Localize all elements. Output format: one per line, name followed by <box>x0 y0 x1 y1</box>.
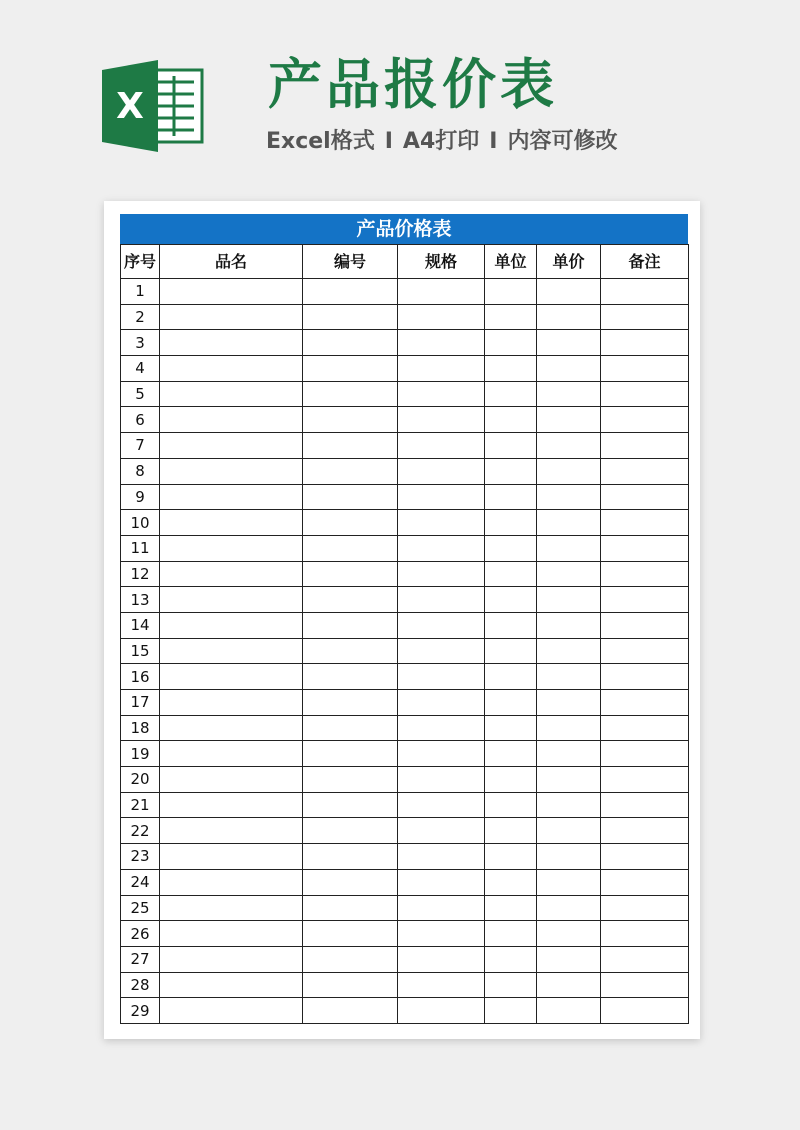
table-cell[interactable] <box>160 921 303 947</box>
table-cell[interactable] <box>303 690 398 716</box>
table-cell[interactable] <box>537 664 601 690</box>
table-cell[interactable] <box>537 818 601 844</box>
table-cell[interactable] <box>303 612 398 638</box>
table-row <box>121 535 689 561</box>
table-cell[interactable] <box>485 279 537 305</box>
table-cell[interactable] <box>303 279 398 305</box>
table-cell[interactable] <box>485 921 537 947</box>
table-cell[interactable] <box>537 561 601 587</box>
table-cell[interactable] <box>160 612 303 638</box>
row-number-cell[interactable]: 6 <box>121 407 160 433</box>
table-cell[interactable] <box>160 895 303 921</box>
table-cell[interactable] <box>398 792 485 818</box>
table-cell[interactable] <box>537 921 601 947</box>
table-cell[interactable] <box>398 741 485 767</box>
row-number-cell[interactable]: 21 <box>121 792 160 818</box>
table-cell[interactable] <box>537 715 601 741</box>
table-cell[interactable] <box>303 535 398 561</box>
table-cell[interactable] <box>537 458 601 484</box>
table-cell[interactable] <box>303 767 398 793</box>
table-cell[interactable] <box>303 741 398 767</box>
table-cell[interactable] <box>160 407 303 433</box>
row-number-cell[interactable]: 15 <box>121 638 160 664</box>
table-cell[interactable] <box>398 869 485 895</box>
table-cell[interactable] <box>601 895 689 921</box>
table-cell[interactable] <box>537 304 601 330</box>
table-cell[interactable] <box>160 741 303 767</box>
table-cell[interactable] <box>601 279 689 305</box>
row-number-cell[interactable]: 7 <box>121 433 160 459</box>
table-cell[interactable] <box>398 510 485 536</box>
row-number-cell[interactable]: 23 <box>121 844 160 870</box>
table-cell[interactable] <box>398 638 485 664</box>
table-cell[interactable] <box>601 998 689 1024</box>
row-number-cell[interactable]: 24 <box>121 869 160 895</box>
table-cell[interactable] <box>537 767 601 793</box>
table-cell[interactable] <box>398 304 485 330</box>
table-cell[interactable] <box>398 381 485 407</box>
table-cell[interactable] <box>601 458 689 484</box>
row-number-cell[interactable]: 13 <box>121 587 160 613</box>
table-cell[interactable] <box>398 458 485 484</box>
row-number-cell[interactable]: 25 <box>121 895 160 921</box>
table-cell[interactable] <box>398 587 485 613</box>
table-cell[interactable] <box>485 356 537 382</box>
table-cell[interactable] <box>485 664 537 690</box>
table-row <box>121 304 689 330</box>
table-cell[interactable] <box>303 844 398 870</box>
table-cell[interactable] <box>398 561 485 587</box>
row-number-cell[interactable]: 9 <box>121 484 160 510</box>
table-cell[interactable] <box>303 998 398 1024</box>
row-number-cell[interactable]: 19 <box>121 741 160 767</box>
table-cell[interactable] <box>537 844 601 870</box>
table-row <box>121 638 689 664</box>
table-cell[interactable] <box>485 972 537 998</box>
row-number-cell[interactable]: 20 <box>121 767 160 793</box>
column-header: 备注 <box>601 245 689 279</box>
table-cell[interactable] <box>303 869 398 895</box>
table-cell[interactable] <box>485 587 537 613</box>
table-row <box>121 921 689 947</box>
row-number-cell[interactable]: 5 <box>121 381 160 407</box>
table-cell[interactable] <box>398 356 485 382</box>
table-cell[interactable] <box>160 972 303 998</box>
table-cell[interactable] <box>485 458 537 484</box>
table-cell[interactable] <box>537 279 601 305</box>
row-number-cell[interactable]: 16 <box>121 664 160 690</box>
table-cell[interactable] <box>303 510 398 536</box>
table-cell[interactable] <box>398 921 485 947</box>
table-cell[interactable] <box>485 715 537 741</box>
table-cell[interactable] <box>485 304 537 330</box>
table-row <box>121 561 689 587</box>
table-cell[interactable] <box>398 972 485 998</box>
table-cell[interactable] <box>160 535 303 561</box>
table-cell[interactable] <box>601 946 689 972</box>
table-cell[interactable] <box>537 690 601 716</box>
table-cell[interactable] <box>537 895 601 921</box>
table-cell[interactable] <box>485 869 537 895</box>
row-number-cell[interactable]: 26 <box>121 921 160 947</box>
table-cell[interactable] <box>537 484 601 510</box>
table-row <box>121 484 689 510</box>
table-row <box>121 587 689 613</box>
table-cell[interactable] <box>601 484 689 510</box>
table-cell[interactable] <box>303 921 398 947</box>
table-header-row <box>121 245 689 279</box>
table-cell[interactable] <box>303 330 398 356</box>
table-cell[interactable] <box>485 998 537 1024</box>
table-cell[interactable] <box>160 330 303 356</box>
page-title: 产品报价表 <box>268 53 558 116</box>
table-cell[interactable] <box>485 535 537 561</box>
row-number-cell[interactable]: 28 <box>121 972 160 998</box>
table-cell[interactable] <box>485 638 537 664</box>
table-cell[interactable] <box>160 561 303 587</box>
table-cell[interactable] <box>485 792 537 818</box>
sheet-banner-title: 产品价格表 <box>120 214 688 244</box>
excel-logo-icon <box>102 60 206 152</box>
table-cell[interactable] <box>160 767 303 793</box>
table-cell[interactable] <box>160 510 303 536</box>
table-cell[interactable] <box>303 972 398 998</box>
table-cell[interactable] <box>398 818 485 844</box>
table-cell[interactable] <box>601 869 689 895</box>
table-row <box>121 869 689 895</box>
row-number-cell[interactable]: 11 <box>121 535 160 561</box>
table-row <box>121 844 689 870</box>
table-cell[interactable] <box>601 330 689 356</box>
row-number-cell[interactable]: 12 <box>121 561 160 587</box>
table-cell[interactable] <box>485 484 537 510</box>
table-cell[interactable] <box>485 330 537 356</box>
table-cell[interactable] <box>398 946 485 972</box>
table-cell[interactable] <box>160 433 303 459</box>
table-cell[interactable] <box>398 433 485 459</box>
table-cell[interactable] <box>601 741 689 767</box>
row-number-cell[interactable]: 17 <box>121 690 160 716</box>
table-cell[interactable] <box>398 895 485 921</box>
table-cell[interactable] <box>601 304 689 330</box>
table-row <box>121 664 689 690</box>
row-number-cell[interactable]: 4 <box>121 356 160 382</box>
table-cell[interactable] <box>537 356 601 382</box>
table-cell[interactable] <box>485 895 537 921</box>
row-number-cell[interactable]: 8 <box>121 458 160 484</box>
table-row <box>121 715 689 741</box>
column-header: 编号 <box>303 245 398 279</box>
subtitle-print: A4打印 <box>402 129 480 154</box>
table-cell[interactable] <box>398 330 485 356</box>
table-cell[interactable] <box>601 690 689 716</box>
table-cell[interactable] <box>398 407 485 433</box>
column-header: 品名 <box>160 245 303 279</box>
row-number-cell[interactable]: 14 <box>121 612 160 638</box>
subtitle-editable: 内容可修改 <box>507 129 618 154</box>
table-cell[interactable] <box>601 972 689 998</box>
row-number-cell[interactable]: 3 <box>121 330 160 356</box>
table-cell[interactable] <box>485 612 537 638</box>
table-cell[interactable] <box>160 946 303 972</box>
table-cell[interactable] <box>485 510 537 536</box>
table-cell[interactable] <box>537 972 601 998</box>
table-cell[interactable] <box>303 407 398 433</box>
table-row <box>121 972 689 998</box>
subtitle-separator: I <box>384 129 393 154</box>
table-cell[interactable] <box>398 998 485 1024</box>
table-cell[interactable] <box>537 381 601 407</box>
row-number-cell[interactable]: 29 <box>121 998 160 1024</box>
table-row <box>121 998 689 1024</box>
excel-logo-letter: X <box>116 86 144 127</box>
table-cell[interactable] <box>537 612 601 638</box>
table-cell[interactable] <box>160 356 303 382</box>
table-cell[interactable] <box>601 356 689 382</box>
table-cell[interactable] <box>303 304 398 330</box>
table-cell[interactable] <box>537 638 601 664</box>
table-cell[interactable] <box>537 510 601 536</box>
table-cell[interactable] <box>398 612 485 638</box>
table-cell[interactable] <box>398 690 485 716</box>
table-cell[interactable] <box>537 792 601 818</box>
table-cell[interactable] <box>537 587 601 613</box>
table-row <box>121 741 689 767</box>
table-row <box>121 946 689 972</box>
table-cell[interactable] <box>398 664 485 690</box>
table-cell[interactable] <box>160 818 303 844</box>
table-cell[interactable] <box>485 741 537 767</box>
table-cell[interactable] <box>601 433 689 459</box>
table-cell[interactable] <box>537 535 601 561</box>
table-row <box>121 279 689 305</box>
table-cell[interactable] <box>160 690 303 716</box>
table-row <box>121 458 689 484</box>
price-table <box>120 244 689 1024</box>
table-cell[interactable] <box>160 304 303 330</box>
row-number-cell[interactable]: 22 <box>121 818 160 844</box>
table-cell[interactable] <box>601 792 689 818</box>
page-header <box>0 0 800 200</box>
table-cell[interactable] <box>601 638 689 664</box>
row-number-cell[interactable]: 10 <box>121 510 160 536</box>
table-cell[interactable] <box>485 407 537 433</box>
table-cell[interactable] <box>601 587 689 613</box>
column-header: 单价 <box>537 245 601 279</box>
row-number-cell[interactable]: 1 <box>121 279 160 305</box>
table-cell[interactable] <box>303 561 398 587</box>
table-cell[interactable] <box>303 946 398 972</box>
table-cell[interactable] <box>485 381 537 407</box>
table-cell[interactable] <box>537 998 601 1024</box>
table-row <box>121 510 689 536</box>
table-cell[interactable] <box>398 484 485 510</box>
table-cell[interactable] <box>601 664 689 690</box>
table-row <box>121 818 689 844</box>
table-cell[interactable] <box>398 767 485 793</box>
table-cell[interactable] <box>303 638 398 664</box>
table-cell[interactable] <box>303 715 398 741</box>
table-cell[interactable] <box>303 458 398 484</box>
table-cell[interactable] <box>485 561 537 587</box>
table-cell[interactable] <box>160 484 303 510</box>
table-cell[interactable] <box>601 535 689 561</box>
price-sheet <box>120 214 688 1024</box>
table-cell[interactable] <box>303 433 398 459</box>
table-cell[interactable] <box>601 407 689 433</box>
table-cell[interactable] <box>398 844 485 870</box>
table-cell[interactable] <box>485 946 537 972</box>
table-cell[interactable] <box>601 510 689 536</box>
table-cell[interactable] <box>485 818 537 844</box>
column-header: 序号 <box>121 245 160 279</box>
table-cell[interactable] <box>303 587 398 613</box>
table-cell[interactable] <box>601 715 689 741</box>
table-row <box>121 792 689 818</box>
table-cell[interactable] <box>537 330 601 356</box>
table-row <box>121 767 689 793</box>
table-cell[interactable] <box>601 844 689 870</box>
table-cell[interactable] <box>160 587 303 613</box>
table-cell[interactable] <box>303 381 398 407</box>
table-cell[interactable] <box>398 715 485 741</box>
row-number-cell[interactable]: 18 <box>121 715 160 741</box>
table-cell[interactable] <box>160 638 303 664</box>
table-row <box>121 381 689 407</box>
table-cell[interactable] <box>537 433 601 459</box>
table-cell[interactable] <box>303 895 398 921</box>
table-cell[interactable] <box>303 792 398 818</box>
table-row <box>121 690 689 716</box>
table-cell[interactable] <box>160 458 303 484</box>
document-paper <box>104 201 700 1039</box>
table-cell[interactable] <box>601 767 689 793</box>
table-cell[interactable] <box>303 356 398 382</box>
table-cell[interactable] <box>160 844 303 870</box>
table-cell[interactable] <box>601 818 689 844</box>
row-number-cell[interactable]: 27 <box>121 946 160 972</box>
table-row <box>121 356 689 382</box>
table-cell[interactable] <box>303 664 398 690</box>
table-cell[interactable] <box>398 279 485 305</box>
table-cell[interactable] <box>485 844 537 870</box>
table-cell[interactable] <box>160 664 303 690</box>
table-cell[interactable] <box>160 998 303 1024</box>
table-cell[interactable] <box>537 741 601 767</box>
subtitle-format: Excel格式 <box>266 129 375 154</box>
table-row <box>121 407 689 433</box>
table-cell[interactable] <box>601 921 689 947</box>
page-subtitle <box>266 126 617 158</box>
table-cell[interactable] <box>160 869 303 895</box>
table-cell[interactable] <box>537 869 601 895</box>
table-cell[interactable] <box>160 279 303 305</box>
column-header: 规格 <box>398 245 485 279</box>
table-cell[interactable] <box>485 690 537 716</box>
table-cell[interactable] <box>398 535 485 561</box>
table-row <box>121 330 689 356</box>
table-cell[interactable] <box>485 433 537 459</box>
table-cell[interactable] <box>601 381 689 407</box>
table-cell[interactable] <box>160 715 303 741</box>
table-cell[interactable] <box>303 484 398 510</box>
column-header: 单位 <box>485 245 537 279</box>
table-cell[interactable] <box>303 818 398 844</box>
subtitle-separator: I <box>489 129 498 154</box>
table-cell[interactable] <box>601 612 689 638</box>
table-row <box>121 895 689 921</box>
table-cell[interactable] <box>537 407 601 433</box>
table-cell[interactable] <box>160 792 303 818</box>
table-cell[interactable] <box>537 946 601 972</box>
table-cell[interactable] <box>160 381 303 407</box>
row-number-cell[interactable]: 2 <box>121 304 160 330</box>
table-cell[interactable] <box>485 767 537 793</box>
table-cell[interactable] <box>601 561 689 587</box>
table-row <box>121 433 689 459</box>
table-row <box>121 612 689 638</box>
